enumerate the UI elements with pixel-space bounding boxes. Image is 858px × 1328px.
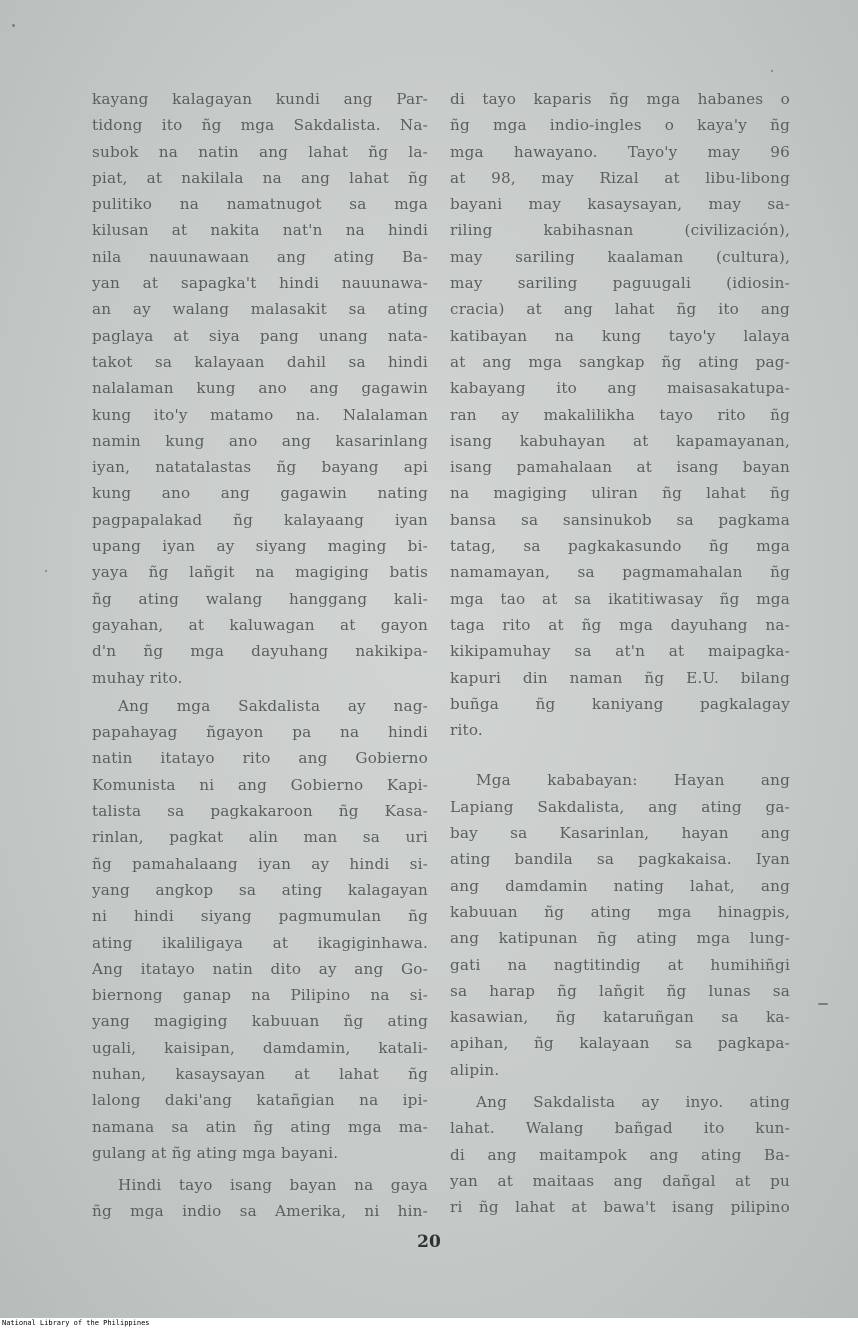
text-line: rito. xyxy=(450,721,483,740)
text-line: ni hindi siyang pagmumulan ñg xyxy=(92,907,428,926)
text-line: piat, at nakilala na ang lahat ñg xyxy=(92,168,428,187)
text-line: yan at sapagka't hindi nauunawa- xyxy=(92,274,428,293)
right-paragraph-1 xyxy=(450,86,790,743)
text-line: na magiging uliran ñg lahat ñg xyxy=(450,484,790,503)
text-line: at ang mga sangkap ñg ating pag- xyxy=(450,352,790,371)
left-paragraph-3 xyxy=(92,1172,428,1225)
right-paragraph-3 xyxy=(450,1089,790,1220)
text-line: an ay walang malasakit sa ating xyxy=(92,300,428,319)
text-line: yaya ñg lañgit na magiging batis xyxy=(92,563,428,582)
text-line: di tayo kaparis ñg mga habanes o xyxy=(450,90,790,108)
text-line: nuhan, kasaysayan at lahat ñg xyxy=(92,1064,428,1083)
text-line: talista sa pagkakaroon ñg Kasa- xyxy=(92,802,428,821)
dust-speck xyxy=(12,24,15,27)
text-line: nila nauunawaan ang ating Ba- xyxy=(92,247,428,266)
text-line: kabuuan ñg ating mga hinagpis, xyxy=(450,902,790,921)
text-line: bay sa Kasarinlan, hayan ang xyxy=(450,824,790,843)
text-line: kasawian, ñg kataruñgan sa ka- xyxy=(450,1008,790,1027)
text-line: namamayan, sa pagmamahalan ñg xyxy=(450,563,790,582)
left-column xyxy=(92,86,428,1225)
text-line: sa harap ñg lañgit ñg lunas sa xyxy=(450,981,790,1000)
text-line: gayahan, at kaluwagan at gayon xyxy=(92,615,428,634)
text-line: ating ikaliligaya at ikagiginhawa. xyxy=(92,933,428,952)
text-line: Hindi tayo isang bayan na gaya xyxy=(118,1176,428,1195)
text-line: ñg pamahalaang iyan ay hindi si- xyxy=(92,854,428,873)
text-line: Mga kababayan: Hayan ang xyxy=(476,771,790,790)
text-line: isang pamahalaan at isang bayan xyxy=(450,458,790,477)
text-line: ri ñg lahat at bawa't isang pilipino xyxy=(450,1198,790,1217)
text-line: namin kung ano ang kasarinlang xyxy=(92,431,428,450)
text-line: iyan, natatalastas ñg bayang api xyxy=(92,458,428,477)
right-paragraph-2 xyxy=(450,767,790,1083)
text-line: kayang kalagayan kundi ang Par- xyxy=(92,90,428,108)
text-line: ñg ating walang hanggang kali- xyxy=(92,589,428,608)
text-line: katibayan na kung tayo'y lalaya xyxy=(450,326,790,345)
text-line: pulitiko na namatnugot sa mga xyxy=(92,195,428,214)
text-line: takot sa kalayaan dahil sa hindi xyxy=(92,352,428,371)
text-line: isang kabuhayan at kapamayanan, xyxy=(450,431,790,450)
text-line: kikipamuhay sa at'n at maipagka- xyxy=(450,642,790,661)
footer-credit: National Library of the Philippines xyxy=(2,1319,150,1327)
text-line: tatag, sa pagkakasundo ñg mga xyxy=(450,537,790,556)
text-line: pagpapalakad ñg kalayaang iyan xyxy=(92,510,428,529)
left-paragraph-2 xyxy=(92,693,428,1166)
text-line: muhay rito. xyxy=(92,668,183,687)
text-line: lahat. Walang bañgad ito kun- xyxy=(450,1119,790,1138)
text-line: kabayang ito ang maisasakatupa- xyxy=(450,379,790,398)
text-line: mga tao at sa ikatitiwasay ñg mga xyxy=(450,589,790,608)
text-line: at 98, may Rizal at libu-libong xyxy=(450,168,790,187)
text-line: yang angkop sa ating kalagayan xyxy=(92,880,428,899)
left-paragraph-1 xyxy=(92,86,428,691)
text-line: kung ito'y matamo na. Nalalaman xyxy=(92,405,428,424)
text-line: ang damdamin nating lahat, ang xyxy=(450,876,790,895)
text-line: gulang at ñg ating mga bayani. xyxy=(92,1143,339,1162)
text-line: di ang maitampok ang ating Ba- xyxy=(450,1145,790,1164)
text-line: ugali, kaisipan, damdamin, katali- xyxy=(92,1038,428,1057)
dust-speck xyxy=(45,570,47,572)
page-number: 20 xyxy=(417,1232,441,1252)
text-line: yan at maitaas ang dañgal at pu xyxy=(450,1171,790,1190)
text-line: ran ay makalilikha tayo rito ñg xyxy=(450,405,790,424)
dust-speck xyxy=(818,1003,828,1005)
text-line: papahayag ñgayon pa na hindi xyxy=(92,723,428,742)
text-line: upang iyan ay siyang maging bi- xyxy=(92,537,428,556)
text-line: mga hawayano. Tayo'y may 96 xyxy=(450,142,790,161)
text-line: kapuri din naman ñg E.U. bilang xyxy=(450,668,790,687)
right-column xyxy=(450,86,790,1220)
text-line: Komunista ni ang Gobierno Kapi- xyxy=(92,775,428,794)
text-line: ang katipunan ñg ating mga lung- xyxy=(450,929,790,948)
text-line: lalong daki'ang katañgian na ipi- xyxy=(92,1091,428,1110)
text-line: kung ano ang gagawin nating xyxy=(92,484,428,503)
text-line: tidong ito ñg mga Sakdalista. Na- xyxy=(92,116,428,135)
text-line: nalalaman kung ano ang gagawin xyxy=(92,379,428,398)
text-line: may sariling paguugali (idiosin- xyxy=(450,274,790,293)
text-line: Ang Sakdalista ay inyo. ating xyxy=(476,1092,790,1111)
text-line: rinlan, pagkat alin man sa uri xyxy=(92,828,428,847)
text-line: apihan, ñg kalayaan sa pagkapa- xyxy=(450,1034,790,1053)
text-line: d'n ñg mga dayuhang nakikipa- xyxy=(92,642,428,661)
text-line: subok na natin ang lahat ñg la- xyxy=(92,142,428,161)
text-line: riling kabihasnan (civilización), xyxy=(450,221,790,240)
text-line: bansa sa sansinukob sa pagkama xyxy=(450,510,790,529)
dust-speck xyxy=(771,70,773,72)
text-line: bayani may kasaysayan, may sa- xyxy=(450,195,790,214)
text-line: Lapiang Sakdalista, ang ating ga- xyxy=(450,797,790,816)
text-line: cracia) at ang lahat ñg ito ang xyxy=(450,300,790,319)
text-line: paglaya at siya pang unang nata- xyxy=(92,326,428,345)
text-line: namana sa atin ñg ating mga ma- xyxy=(92,1117,428,1136)
text-line: biernong ganap na Pilipino na si- xyxy=(92,986,428,1005)
text-line: buñga ñg kaniyang pagkalagay xyxy=(450,694,790,713)
text-line: ñg mga indio-ingles o kaya'y ñg xyxy=(450,116,790,135)
text-line: gati na nagtitindig at humihiñgi xyxy=(450,955,790,974)
text-line: may sariling kaalaman (cultura), xyxy=(450,247,790,266)
text-line: natin itatayo rito ang Gobierno xyxy=(92,749,428,768)
text-line: Ang mga Sakdalista ay nag- xyxy=(118,696,428,715)
text-line: Ang itatayo natin dito ay ang Go- xyxy=(92,959,428,978)
text-line: alipin. xyxy=(450,1060,500,1079)
text-line: ñg mga indio sa Amerika, ni hin- xyxy=(92,1202,428,1221)
text-line: kilusan at nakita nat'n na hindi xyxy=(92,221,428,240)
text-line: ating bandila sa pagkakaisa. Iyan xyxy=(450,850,790,869)
text-line: taga rito at ñg mga dayuhang na- xyxy=(450,615,790,634)
text-line: yang magiging kabuuan ñg ating xyxy=(92,1012,428,1031)
